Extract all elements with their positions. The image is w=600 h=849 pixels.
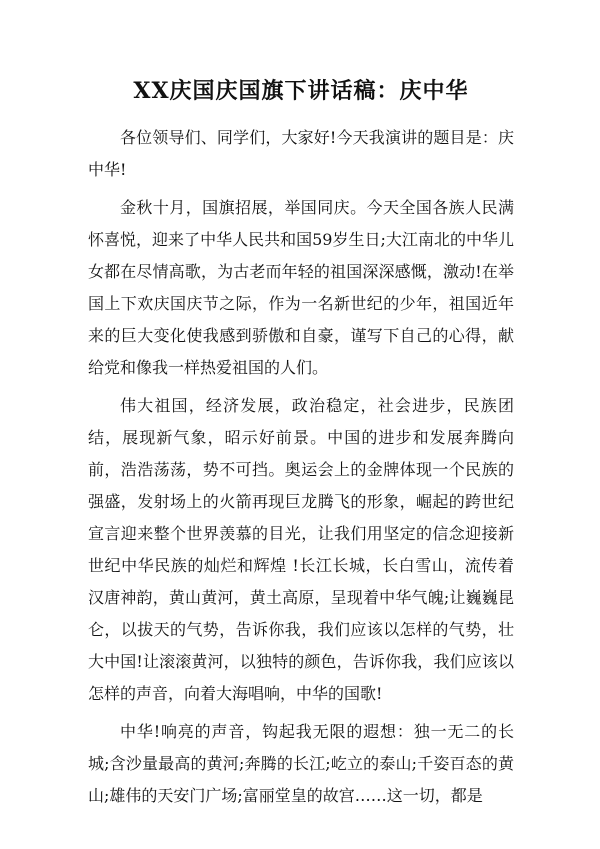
paragraph-greeting: 各位领导们、同学们，大家好!今天我演讲的题目是：庆中华! [88,128,514,179]
document-page [88,58,514,818]
paragraph-celebration: 金秋十月，国旗招展，举国同庆。今天全国各族人民满怀喜悦，迎来了中华人民共和国59岁生日;大江南北的中华儿女都在尽情高歌，为古老而年轻的祖国深深感慨，激动!在举国上下欢庆国庆节之际，作为一名新世纪的少年，祖国近年来的巨大变化使我感到骄傲和自豪，谨写下自己的心得，献给党和像我一样热爱祖国的人们。 [88,198,514,377]
paragraph-great-motherland: 伟大祖国，经济发展，政治稳定，社会进步，民族团结，展现新气象，昭示好前景。中国的进步和发展奔腾向前，浩浩荡荡，势不可挡。奥运会上的金牌体现一个民族的强盛，发射场上的火箭再现巨龙腾飞的形象，崛起的跨世纪宣言迎来整个世界羡慕的目光，让我们用坚定的信念迎接新世纪中华民族的灿烂和辉煌 !长江长城，长白雪山，流传着汉唐神韵，黄山黄河，黄土高原，呈现着中华气魄;让巍巍昆仑，以拔天的气势，告诉你我，我们应该以怎样的气势，壮大中国!让滚滚黄河，以独特的颜色，告诉你我，我们应该以怎样的声音，向着大海唱响，中华的国歌! [88,396,514,703]
document-title: XX庆国庆国旗下讲话稿：庆中华 [133,78,469,104]
paragraph-china-wonders: 中华!响亮的声音，钩起我无限的遐想：独一无二的长城;含沙量最高的黄河;奔腾的长江;屹立的泰山;千姿百态的黄山;雄伟的天安门广场;富丽堂皇的故宫……这一切，都是 [88,722,514,805]
